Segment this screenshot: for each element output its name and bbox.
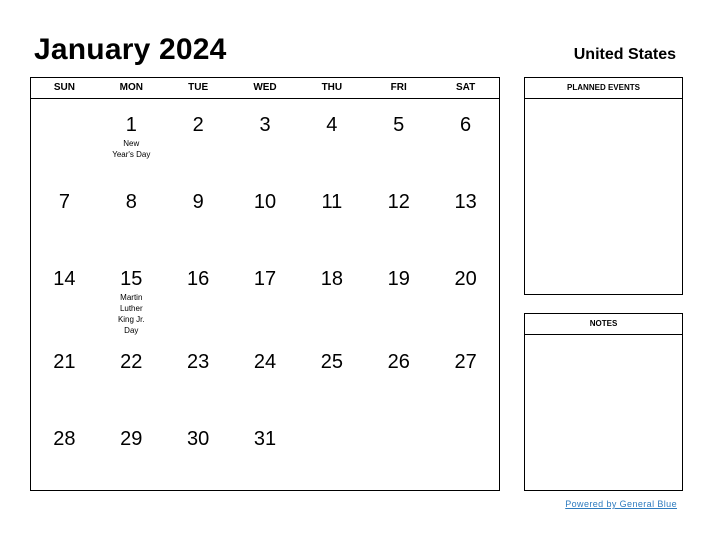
planned-events-box [524, 77, 683, 295]
day-number: 3 [259, 114, 271, 136]
planned-events-header: PLANNED EVENTS [525, 78, 682, 99]
calendar-week-row [31, 99, 499, 176]
day-cell [232, 413, 299, 490]
day-cell [365, 176, 432, 253]
day-cell [232, 253, 299, 336]
day-cell [232, 176, 299, 253]
day-cell [165, 176, 232, 253]
calendar-week-row [31, 413, 499, 490]
calendar-week-row [31, 253, 499, 336]
day-number: 4 [326, 114, 338, 136]
day-cell [31, 253, 98, 336]
day-number: 20 [454, 268, 477, 290]
day-number: 28 [53, 428, 76, 450]
day-number: 23 [187, 351, 210, 373]
day-cell [432, 176, 499, 253]
day-cell [31, 176, 98, 253]
day-cell [432, 336, 499, 413]
day-number: 18 [320, 268, 343, 290]
day-cell [298, 176, 365, 253]
day-number: 5 [393, 114, 405, 136]
day-number: 2 [192, 114, 204, 136]
day-cell [31, 336, 98, 413]
day-number: 14 [53, 268, 76, 290]
weekday-thu: THU [321, 82, 343, 93]
day-cell [165, 336, 232, 413]
holiday-label: New Year's Day [112, 139, 151, 159]
weekday-fri: FRI [390, 82, 407, 93]
day-number: 10 [253, 191, 277, 213]
day-cell [365, 413, 432, 490]
day-number: 8 [125, 191, 137, 213]
day-cell [98, 176, 165, 253]
calendar-grid [30, 77, 500, 491]
day-cell [298, 99, 365, 176]
day-number: 17 [253, 268, 277, 290]
day-cell [98, 253, 165, 336]
day-cell [165, 413, 232, 490]
day-number: 27 [454, 351, 477, 373]
country-label: United States [573, 46, 676, 63]
day-cell [98, 99, 165, 176]
day-number: 21 [53, 351, 76, 373]
weekday-sun: SUN [53, 82, 75, 93]
holiday-label: Martin Luther King Jr. Day [117, 293, 145, 335]
day-cell [432, 413, 499, 490]
weekday-header-row [31, 78, 499, 99]
day-number: 29 [120, 428, 143, 450]
day-cell [165, 253, 232, 336]
day-cell [98, 336, 165, 413]
day-number: 11 [321, 191, 343, 213]
calendar-week-row [31, 336, 499, 413]
day-cell [432, 99, 499, 176]
day-cell [432, 253, 499, 336]
day-number: 25 [320, 351, 343, 373]
weekday-tue: TUE [188, 82, 209, 93]
day-number: 16 [187, 268, 210, 290]
calendar-weeks [31, 99, 499, 490]
day-cell [232, 99, 299, 176]
page-title: January 2024 [34, 33, 227, 66]
weekday-wed: WED [253, 82, 277, 93]
day-number: 30 [187, 428, 210, 450]
weekday-mon: MON [119, 82, 143, 93]
day-number: 15 [120, 268, 143, 290]
day-cell [98, 413, 165, 490]
notes-box [524, 313, 683, 491]
day-number: 19 [387, 268, 410, 290]
day-cell [298, 253, 365, 336]
day-cell [31, 413, 98, 490]
day-cell [165, 99, 232, 176]
day-number: 6 [460, 114, 472, 136]
powered-by-link[interactable]: Powered by General Blue [565, 499, 677, 509]
day-number: 7 [58, 191, 70, 213]
day-number: 12 [387, 191, 410, 213]
day-cell [298, 336, 365, 413]
day-cell [365, 99, 432, 176]
day-number: 31 [253, 428, 277, 450]
day-cell [365, 253, 432, 336]
day-number: 13 [454, 191, 477, 213]
day-number: 9 [192, 191, 204, 213]
calendar-week-row [31, 176, 499, 253]
day-number: 22 [120, 351, 143, 373]
notes-header: NOTES [525, 314, 682, 335]
day-cell [31, 99, 98, 176]
day-number: 26 [387, 351, 410, 373]
day-cell [365, 336, 432, 413]
day-number: 1 [125, 114, 137, 136]
day-number: 24 [253, 351, 277, 373]
day-cell [298, 413, 365, 490]
weekday-sat: SAT [455, 82, 476, 93]
day-cell [232, 336, 299, 413]
